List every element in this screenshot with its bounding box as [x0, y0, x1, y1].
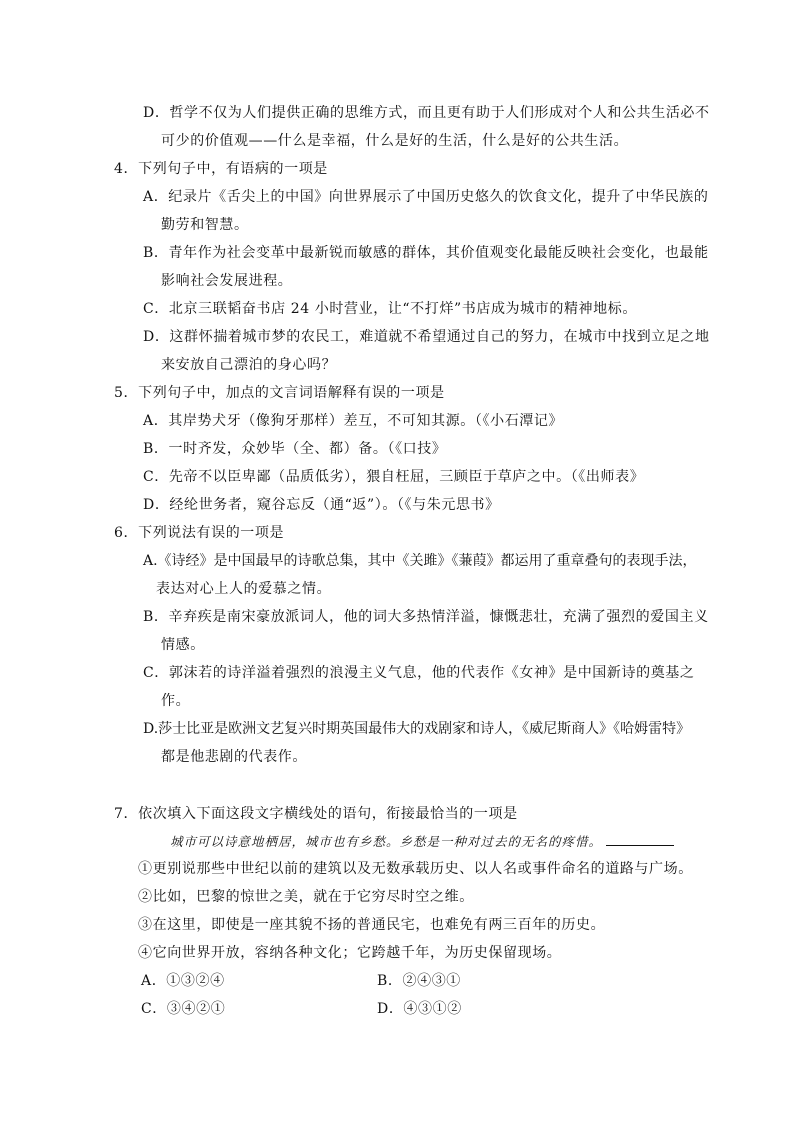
- q4-option-a-line1: A．纪录片《舌尖上的中国》向世界展示了中国历史悠久的饮食文化，提升了中华民族的: [143, 189, 709, 205]
- q6-option-c-line2: 作。: [161, 693, 191, 709]
- q5-option-b: B．一时齐发，众妙毕（全、都）备。（《口技》: [143, 441, 447, 457]
- q7-passage: [170, 832, 674, 852]
- q7-sentence-2: ②比如，巴黎的惊世之美，就在于它穷尽时空之维。: [138, 889, 474, 905]
- q7-option-c: C．③④②①: [141, 1001, 226, 1017]
- q7-sentence-1: ①更别说那些中世纪以前的建筑以及无数承载历史、以人名或事件命名的道路与广场。: [138, 861, 693, 877]
- q7-option-b: B．②④③①: [377, 973, 461, 989]
- q6-option-a-line1: A.《诗经》是中国最早的诗歌总集，其中《关雎》《蒹葭》都运用了重章叠句的表现手法，: [143, 553, 697, 569]
- q5-option-d: D．经纶世务者，窥谷忘反（通“返”）。（《与朱元思书》: [143, 497, 500, 513]
- q4-option-d-line1: D．这群怀揣着城市梦的农民工，难道就不希望通过自己的努力，在城市中找到立足之地: [143, 329, 710, 345]
- q7-sentence-4: ④它向世界开放，容纳各种文化；它跨越千年，为历史保留现场。: [138, 945, 562, 961]
- q6-option-b-line1: B．辛弃疾是南宋豪放派词人，他的词大多热情洋溢，慷慨悲壮，充满了强烈的爱国主义: [143, 609, 709, 625]
- q7-answer-blank[interactable]: [606, 833, 674, 846]
- q7-option-d: D．④③①②: [377, 1001, 462, 1017]
- q4-option-d-line2: 来安放自己漂泊的身心吗？: [161, 357, 337, 373]
- q6-option-c-line1: C．郭沫若的诗洋溢着强烈的浪漫主义气息，他的代表作《女神》是中国新诗的奠基之: [143, 665, 695, 681]
- q7-passage-text: 城市可以诗意地栖居，城市也有乡愁。乡愁是一种对过去的无名的疼惜。: [170, 834, 603, 849]
- q6-stem: 6．下列说法有误的一项是: [114, 525, 285, 541]
- q7-sentence-3: ③在这里，即使是一座其貌不扬的普通民宅，也难免有两三百年的历史。: [138, 917, 606, 933]
- q4-option-c: C．北京三联韬奋书店 24 小时营业，让“不打烊”书店成为城市的精神地标。: [143, 301, 637, 317]
- q6-option-b-line2: 情感。: [161, 637, 205, 653]
- q7-stem: 7．依次填入下面这段文字横线处的语句，衔接最恰当的一项是: [114, 806, 518, 822]
- q4-stem: 4．下列句子中，有语病的一项是: [114, 161, 328, 177]
- q7-option-a: A．①③②④: [141, 973, 225, 989]
- q6-option-d-line2: 都是他悲剧的代表作。: [161, 749, 307, 765]
- q4-option-b-line1: B．青年作为社会变革中最新锐而敏感的群体，其价值观变化最能反映社会变化，也最能: [143, 245, 709, 261]
- q6-option-d-line1: D.莎士比亚是欧洲文艺复兴时期英国最伟大的戏剧家和诗人，《威尼斯商人》《哈姆雷特》: [143, 721, 691, 737]
- q4-option-a-line2: 勤劳和智慧。: [161, 217, 249, 233]
- q5-option-a: A．其岸势犬牙（像狗牙那样）差互，不可知其源。（《小石潭记》: [143, 413, 564, 429]
- q5-stem: 5．下列句子中，加点的文言词语解释有误的一项是: [114, 385, 445, 401]
- q3-option-d-line2: 可少的价值观——什么是幸福，什么是好的生活，什么是好的公共生活。: [161, 133, 629, 149]
- q3-option-d-line1: D．哲学不仅为人们提供正确的思维方式，而且更有助于人们形成对个人和公共生活必不: [143, 105, 710, 121]
- q5-option-c: C．先帝不以臣卑鄙（品质低劣），猥自枉屈，三顾臣于草庐之中。（《出师表》: [143, 469, 645, 485]
- q6-option-a-line2: 表达对心上人的爱慕之情。: [156, 581, 332, 597]
- q4-option-b-line2: 影响社会发展进程。: [161, 273, 293, 289]
